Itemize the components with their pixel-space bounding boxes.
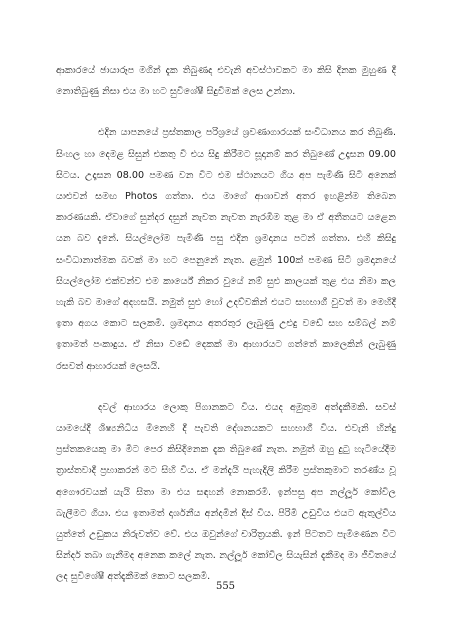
paragraph-gap (56, 377, 396, 397)
paragraph-gap (56, 102, 396, 122)
body-text (56, 60, 396, 588)
paragraph-2: එදින යාපනයේ ප්‍රස්තකාල පරිශ්‍රයේ ශ්‍රවණාගාරයක් සංවිධානය කර තිබුණි. සිංහල හා දෙමළ සිසුන් එකතු වී එය සිදු කිරීමට සූදානම් කර තිබුණේ උදෑසන 09.00 සිටය. උදෑසන 08.00 පමණ වන විට එම ස්ථානයට ගිය අප පැමිණි සිටි අනෙක් යාළුවන් සමඟ Photos ගත්තා. එය මාගේ ආශාවන් අතර ඉහළින්ම තිබෙන කාරණයකි. ඒවාගේ සුන්දර දසුන් නැවත නැවත නැරඹීම තුළ මා ඒ අතීතයට යළෙන යන බව දැනේ. සියල්ලෝම පැමිණි පසු එදින ශ්‍රමදානය පටන් ගත්තා. එහි කිසිදු සංවිධානාත්මක බවක් මා හට පෙනුනේ නැත. ළමුන් 100ක් පමණ සිටි ශ්‍රමදානයේ සියල්ලෝම එක්වන්ව එම කාර්යේ නිකර වුයේ නම් සුළු කාලයක් තුළ එය නිමා කල හැකි බව මාගේ අදහසයි. නමුත් සුළු හෝ උදව්වකින් එයට සහභාගී වුවත් මා මෙහිදී ඉතා අගය කොට සලකමි. ශ්‍රමදානය අතරතුර ලැබුණු උළුදු වඩේ සහ සම්බල් නම් ඉතාමත් පංකාදුය. ඒ නිසා වඩේ දෙකක් මා ආහාරයට ගත්තේ කාලෙකින් ලැබුණු රසවත් ආහාරයක් ලෙසයි. (56, 127, 396, 372)
page-number: 555 (215, 581, 236, 592)
paragraph-3: දවල් ආහාරය ලොකු පිගානකට විය. එයද අමුතුම අත්දැකීමකි. සවස් යාමයේදී ශිෂ්‍යනිධිය මිනෙහි දී පැවති දේශනයකට සහභාගී විය. එවැනි හින්දු ප්‍රස්තකයෙකු මා මීට පෙර කිසිදිනෙක දැක තිබුණේ නැත. නමුත් ඔහු දුටු හැටියේදීම ත්‍රාස්තවාදී ප්‍රභාකරන් මට සිහි විය. ඒ මන්දැයි පැහැදිලි කිරීම ප්‍රස්තකුමාට තරණ්ය වූ අගෞරවයක් යැයි සිතා මා එය සඳහන් නොකරමි. ඉන්පසු අප නල්ලූර් කෝවිල බැලීමට ගියා. එය ඉතාමත් දාර්ශනීය අන්දමින් දිස් විය. පිරිමි උඩුවිය එයට ඇතුල්වීය යුත්තේ උඩුකය නිරුවත්ව වේ. එය ඔවුන්ගේ චාරිත්‍රයකි. ඉන් පිටතට පැමිණෙන විට සින්දර් තබා ගැනීමද අනෙක කලේ නැත. නල්ලූර් කෝවිල සියැසින් දැකීමද මා ජීවිතයේ ලද සුවිශේෂී අත්දැකීමක් කොට සලකමි. (56, 401, 396, 583)
paragraph-1: ආකාරයේ ඡායාරූප මගින් දැක තිබුණද එවැනි අවස්ථාවකට මා කිසි දිනක මුහුණ දී නොතිබුණු නිසා එය මා හට සුවිශේෂී සිදුවීමක් ලෙස උන්නා. (56, 65, 396, 98)
